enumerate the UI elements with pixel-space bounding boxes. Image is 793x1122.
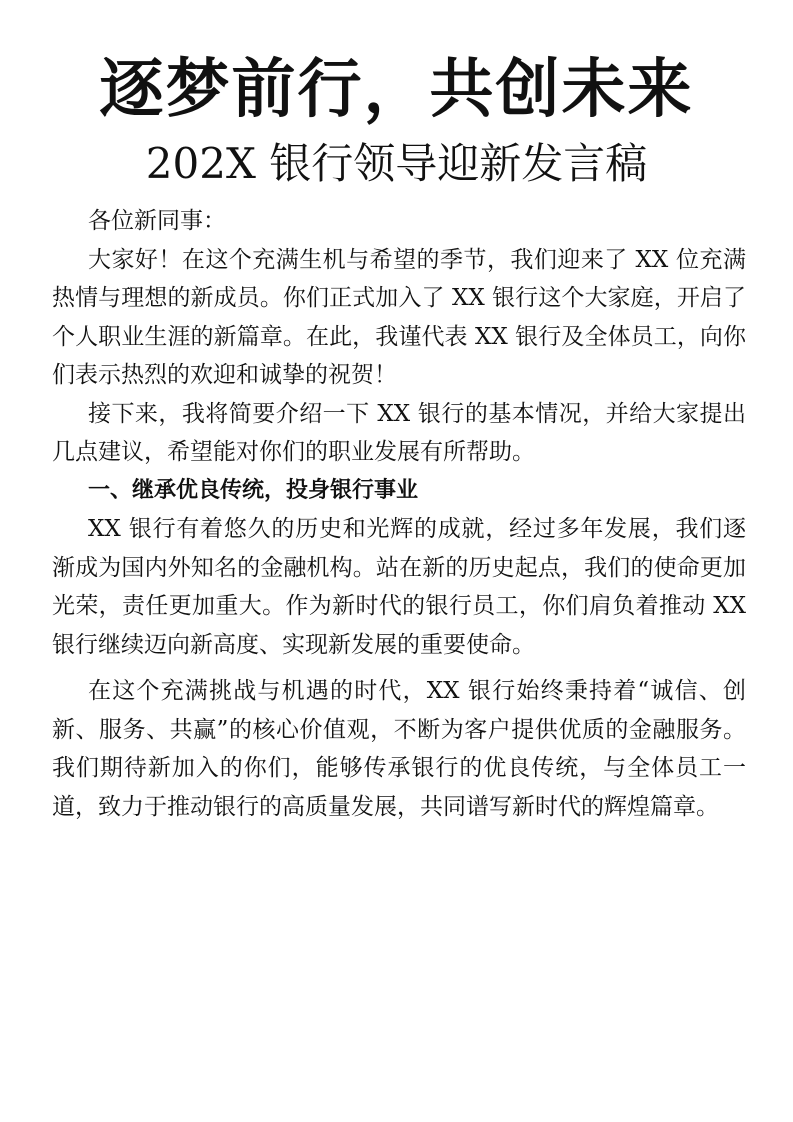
salutation: 各位新同事： <box>88 208 226 234</box>
paragraph-values: 在这个充满挑战与机遇的时代，XX 银行始终秉持着“诚信、创新、服务、共赢”的核心价值观，不断为客户提供优质的金融服务。我们期待新加入的你们，能够传承银行的优良传统，与全体员工一道，致力于推动银行的高质量发展，共同谱写新时代的辉煌篇章。 <box>52 678 746 820</box>
section-heading: 一、继承优良传统，投身银行事业 <box>88 477 419 503</box>
document-subtitle: 202X 银行领导迎新发言稿 <box>145 139 648 188</box>
document-title: 逐梦前行，共创未来 <box>99 53 694 127</box>
paragraph-history: XX 银行有着悠久的历史和光辉的成就，经过多年发展，我们逐渐成为国内外知名的金融机构。站在新的历史起点，我们的使命更加光荣，责任更加重大。作为新时代的银行员工，你们肩负着推动 XX 银行继续迈向新高度、实现新发展的重要使命。 <box>52 516 746 658</box>
paragraph-intro: 接下来，我将简要介绍一下 XX 银行的基本情况，并给大家提出几点建议，希望能对你们的职业发展有所帮助。 <box>52 400 746 465</box>
paragraph-greeting: 大家好！在这个充满生机与希望的季节，我们迎来了 XX 位充满热情与理想的新成员。你们正式加入了 XX 银行这个大家庭，开启了个人职业生涯的新篇章。在此，我谨代表 XX 银行及全体员工，向你们表示热烈的欢迎和诚挚的祝贺！ <box>52 246 746 388</box>
document-body <box>52 202 746 826</box>
